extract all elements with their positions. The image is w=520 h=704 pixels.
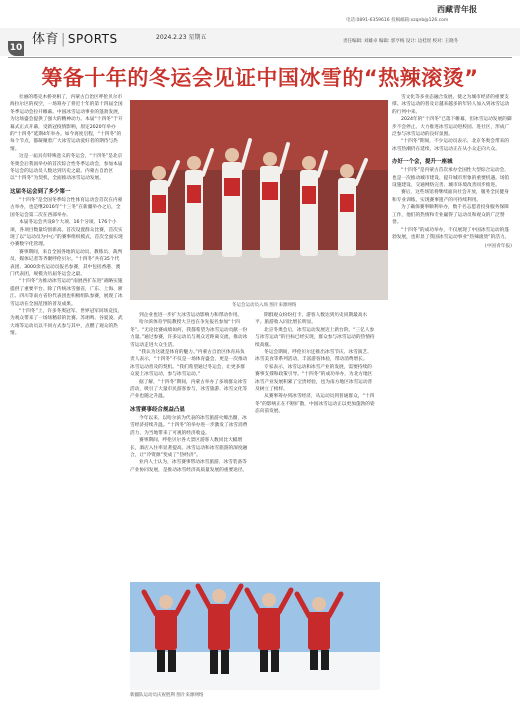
page-number: 10: [8, 41, 24, 56]
headline: 筹备十年的冬运会见证中国冰雪的“热辣滚烫”: [41, 66, 479, 90]
subheading: 这届冬运会到了多少第一: [10, 188, 71, 195]
paragraph: 专家表示，冰雪运动和冰雪产业的发展，需要持续的赛事支撑和政策引导。“十四冬”的成功举办，为北方地区冰雪产业发展积累了宝贵经验，也为南方地区冰雪运动普及树立了榜样。: [255, 364, 373, 393]
paragraph: 为了确保赛事顺利举办，数千名志愿者投身服务保障工作，他们的热情和专业赢得了运动员和观众的广泛赞誉。: [392, 205, 509, 226]
paragraph: 这是一届具有特殊意义的冬运会，“十四冬”是北京冬奥会后我国举办的首次综合性冬季运动会，参加本届冬运会的运动员人数达到历史之最。内蒙古自治区以“十四冬”为契机，全面推动冰雪运动发展。: [10, 154, 123, 182]
paragraph: 北京冬奥会后，冰雪运动发展迈上新台阶。“三亿人参与冰雪运动”的目标已经实现，群众参与冰雪运动的热情持续高涨。: [255, 327, 375, 348]
top-photo: [130, 100, 388, 300]
paragraph: 2024年的“十四冬”已落下帷幕，但冰雪运动发展的脚步不会停止。大力推进冰雪运动进校园、进社区，形成广泛参与冰雪运动的良好氛围。: [392, 117, 512, 138]
section-en: SPORTS: [67, 32, 118, 46]
paragraph: 到企业也进一步扩大冰雪运动影响力和带动作用。: [139, 313, 243, 318]
paragraph: 据了解，“十四冬”期间，内蒙古举办了多项群众冰雪活动，吸引了大量市民游客参与，冰雪旅游、冰雪文化等产业也随之升温。: [130, 379, 248, 400]
paragraph: “十四冬”期间，不少运动员表示，北京冬奥会带来的冰雪热潮仍在延续，冰雪运动正在从小众走向大众。: [392, 139, 509, 152]
article-column-2: [130, 312, 248, 580]
paragraph: “十四冬”是内蒙古首次承办全国性大型综合运动会，也是一次推动城市建设、提升城市形象的重要机遇。场馆设施建设、交通网络完善、城市环境改善同步推进。: [392, 168, 510, 189]
article-column-3: [255, 312, 375, 580]
header-rule: [8, 57, 512, 58]
subheading: 办好一个会，提升一座城: [392, 159, 453, 166]
paragraph: “十四冬”的成功举办，不仅展现了中国冰雪运动的蓬勃发展，也彰显了我国冰雪运动事业“热辣滚烫”的活力。: [392, 227, 510, 240]
staff-credits: 责任编辑: 刘雄卓 编辑: 郭亨梅 设计: 边桂瑶 校对: 王晓冬: [343, 39, 459, 44]
newspaper-name: 西藏青年报: [437, 4, 477, 14]
subheading: 冰雪赛事经合规益凸显: [130, 406, 186, 413]
paragraph: 业内人士认为，冰雪赛事带动冰雪旅游、冰雪装备等产业协同发展，是推动冰雪经济高质量发展的重要途径。: [130, 460, 248, 473]
paragraph: 从赛事筹办到冰雪经济，从运动员到普通群众，“十四冬”的影响正在不断扩散，中国冰雪运动正以更加蓬勃的姿态向前发展。: [255, 394, 375, 415]
col1-paragraphs: [10, 94, 123, 183]
paragraph: “十四冬”上，许多冬奥冠军、世界冠军同场竞技，为观众带来了一场场精彩的比赛。苏翊鸣、谷爱凌、武大靖等运动员以不同方式参与其中，点燃了观众的热情。: [10, 308, 123, 337]
article-column-1: [10, 94, 123, 698]
paragraph: 赛事期间，来自全国各地的运动员、教练员、裁判员、媒体记者等齐聚呼伦贝尔。“十四冬”共有35个代表团、3000余名运动员报名参赛，其中包括香港、澳门代表团，规模为历届冬运会之最。: [10, 249, 123, 277]
paragraph: 雪文化等多业态融合发展，使之为城市经济的重要支撑。冰雪运动的普及让越来越多的年轻人加入到冰雪运动的行列中来。: [392, 95, 510, 115]
article-column-4: [392, 94, 512, 698]
paragraph: 期群观众纷纷打卡，游客人数达到历史同期最高水平。旅游收入同比增长明显。: [255, 313, 368, 326]
source-credit: (中国青年报): [484, 244, 512, 250]
issue-date: 2024.2.23 星期五: [156, 34, 207, 41]
paragraph: 本届冬运会共设8个大项、16个分项、176个小项，各项目数量均创新高。首次设置群众比赛，首次实现了以“运动员为中心”的赛事组织模式，首次全面实现办赛数字化管理。: [10, 220, 123, 248]
paragraph: 壮丽的塔克木桥亮相了，内蒙古自治区呼伦贝尔市海拉尔区的夜空，一场筹办了将近十年的第十四届全国冬季运动会拉开帷幕。中国冰雪运动事业的蓬勃发展，为这场盛会提供了强大的精神动力。本届“十四冬”于开幕式正式开幕，受新冠疫情影响，原定2020年举办的“十四冬”延期4年举办。如今再度启程，“十四冬”的每个节点，都凝聚着广大冰雪运动爱好者的期待与热情。: [10, 95, 123, 152]
paragraph: 冬运会期间，呼伦贝尔还推出冰雪节庆、冰雪演艺、冰雪美食等系列活动，丰富游客体验，带动消费增长。: [255, 350, 372, 363]
paragraph: “十四冬”为推动冰雪运动“南展西扩东进”战略实施提供了重要平台。除了传统冰雪强省，广东、上海、浙江、四川等南方省份代表团也积极组队参赛，展现了冰雪运动在全国范围的普及成果。: [10, 279, 123, 307]
contact-info: 电话:0891-6359616 投稿邮箱:xzqnb@126.com: [346, 18, 449, 23]
section-cn: 体育: [32, 32, 60, 47]
section-title: 体育 | SPORTS: [32, 32, 118, 47]
page-header: [0, 0, 520, 58]
paragraph: “十四冬”是全国冬季综合性体育运动会首次在内蒙古举办，也是继2016年“十三冬”在新疆举办之后，全国冬运会第二次在西部举办。: [10, 197, 123, 218]
bottom-photo: [130, 582, 380, 690]
paragraph: 赛后，这些场馆将继续面向社会开放，服务全民健身和专业训练，实现赛事遗产的可持续利用。: [392, 190, 509, 203]
bottom-photo-caption: 新疆队运动员庆祝胜利 图片来源网络: [130, 693, 204, 698]
paragraph: “我认为这就是体育的魅力。”内蒙古自治区体育局负责人表示，“十四冬”不仅是一场体育盛会，更是一次推动冰雪运动普及的契机。“我们希望通过冬运会，让更多群众爱上冰雪运动，参与冰雪运动。”: [130, 350, 248, 378]
paragraph: 今年以来，以哈尔滨为代表的冰雪旅游火爆出圈，冰雪经济持续升温。“十四冬”的举办进一步激发了冰雪消费活力，为当地带来了可观的经济收益。: [130, 415, 248, 436]
paragraph: 哈尔滨体育学院教授大卫也在争先报名参加“十四冬”。“无论比赛成绩如何，我都希望为冰雪运动贡献一份力量。”通过参赛，许多运动员与观众近距离交流，推动冰雪运动走进大众生活。: [130, 320, 248, 348]
paragraph: 赛事期间，呼伦贝尔各大景区游客人数同比大幅增长，酒店入住率显著提高。冰雪运动和冰雪旅游的深度融合，让“冷资源”变成了“热经济”。: [130, 438, 248, 458]
top-photo-caption: 冬运会运动员入场 图片来源网络: [232, 303, 297, 308]
